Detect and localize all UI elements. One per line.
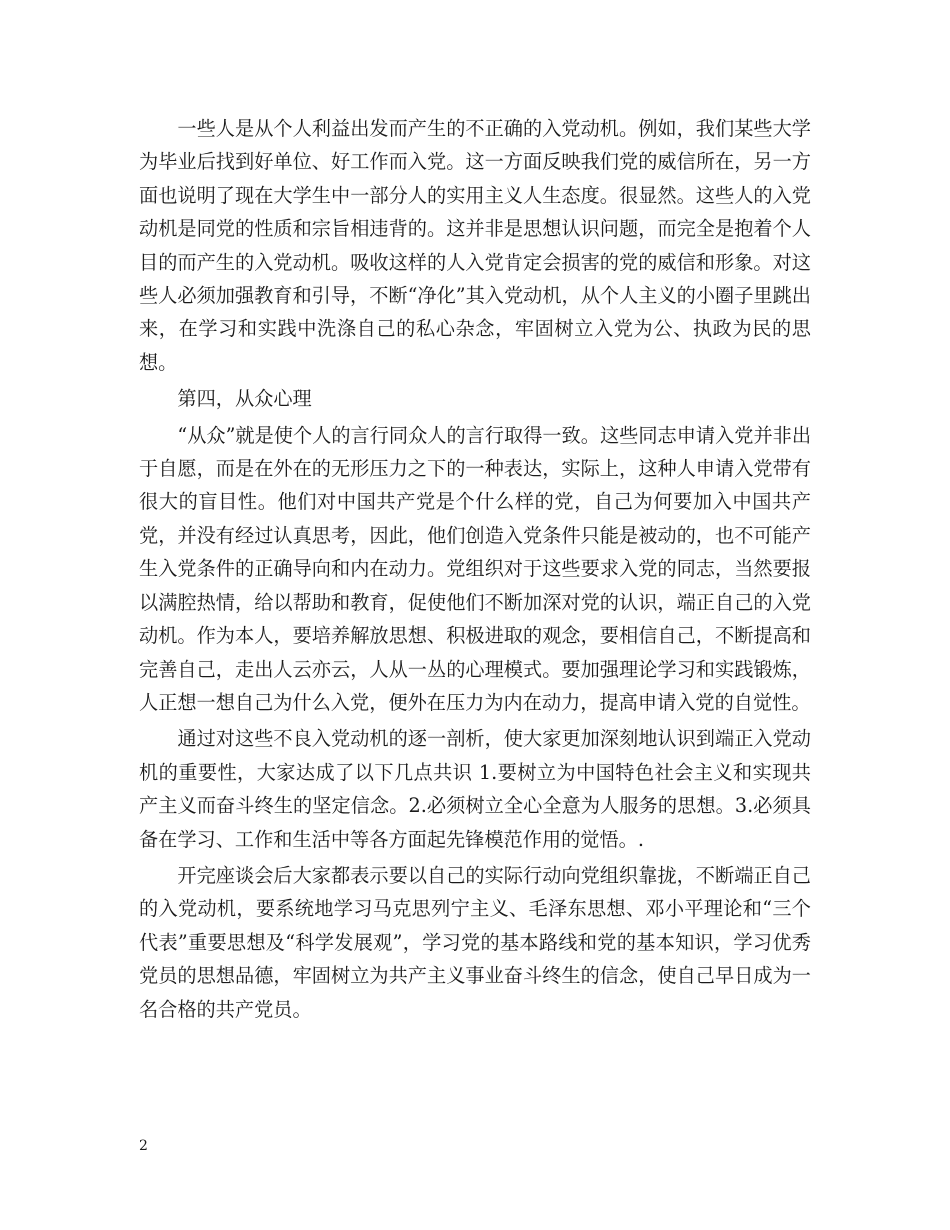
paragraph-4: 开完座谈会后大家都表示要以自己的实际行动向党组织靠拢，不断端正自己的入党动机，要系统地学习马克思列宁主义、毛泽东思想、邓小平理论和“三个代表”重要思想及“科学发展观”，学习党的基本路线和党的基本知识，学习优秀党员的思想品德，牢固树立为共产主义事业奋斗终生的信念，使自己早日成为一名合格的共产党员。 bbox=[139, 863, 811, 1021]
paragraph-3: 通过对这些不良入党动机的逐一剖析，使大家更加深刻地认识到端正入党动机的重要性，大家达成了以下几点共识 1.要树立为中国特色社会主义和实现共产主义而奋斗终生的坚定信念。2.必须树立全心全意为人服务的思想。3.必须具备在学习、工作和生活中等各方面起先锋模范作用的觉悟。. bbox=[139, 727, 811, 851]
paragraph-2: “从众”就是使个人的言行同众人的言行取得一致。这些同志申请入党并非出于自愿，而是在外在的无形压力之下的一种表达，实际上，这种人申请入党带有很大的盲目性。他们对中国共产党是个什么样的党，自己为何要加入中国共产党，并没有经过认真思考，因此，他们创造入党条件只能是被动的，也不可能产生入党条件的正确导向和内在动力。党组织对于这些要求入党的同志，当然要报以满腔热情，给以帮助和教育，促使他们不断加深对党的认识，端正自己的入党动机。作为本人，要培养解放思想、积极进取的观念，要相信自己，不断提高和完善自己，走出人云亦云，人从一丛的心理模式。要加强理论学习和实践锻炼，人正想一想自己为什么入党，便外在压力为内在动力，提高申请入党的自觉性。 bbox=[139, 423, 812, 714]
paragraph-1: 一些人是从个人利益出发而产生的不正确的入党动机。例如，我们某些大学为毕业后找到好单位、好工作而入党。这一方面反映我们党的威信所在，另一方面也说明了现在大学生中一部分人的实用主义人生态度。很显然。这些人的入党动机是同党的性质和宗旨相违背的。这并非是思想认识问题，而完全是抱着个人目的而产生的入党动机。吸收这样的人入党肯定会损害的党的威信和形象。对这些人必须加强教育和引导，不断“净化”其入党动机，从个人主义的小圈子里跳出来，在学习和实践中洗涤自己的私心杂念，牢固树立入党为公、执政为民的思想。 bbox=[139, 117, 811, 374]
section-heading-fourth: 第四，从众心理 bbox=[177, 387, 312, 411]
document-body bbox=[139, 112, 811, 1026]
page-number: 2 bbox=[139, 1138, 148, 1154]
